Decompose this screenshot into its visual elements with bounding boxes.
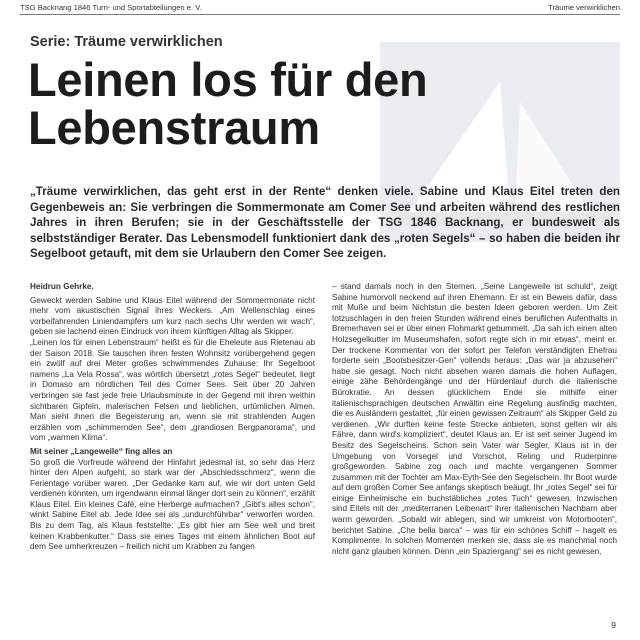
headline	[28, 53, 588, 154]
headline-line-2: Lebenstraum	[28, 101, 320, 154]
article-column-right	[332, 282, 617, 557]
series-label: Serie: Träume verwirklichen	[30, 34, 223, 50]
running-header	[20, 2, 620, 15]
header-organization: TSG Backnang 1846 Turn- und Sportabteilungen e. V.	[20, 3, 202, 12]
body-paragraph: „Leinen los für einen Lebenstraum“ heißt es für die Eheleute aus Rietenau ab der Saison 2018. Sie tauschen ihren festen Wohnsitz vorübergehend gegen ein zwölf auf drei Meter großes schwimmendes Zuhause: Ihr Segelboot namens „La Vela Rossa“, was wörtlich übersetzt „rotes Segel“ bedeutet, liegt in Domaso am nördlichen Teil des Comer Sees. Seit über 20 Jahren verbringen sie fast jede freie Urlaubsminute in der Gegend mit ihren weithin sichtbaren Gipfeln, malerischen Felsen und lieblichen, urtümlichen Almen. Man sieht ihnen die Begeisterung an, wenn sie mit strahlenden Augen erzählen vom „schimmernden See“, dem „grandiosen Bergpanorama“, und vom „warmen Klima“.	[30, 337, 315, 443]
body-paragraph: So groß die Vorfreude während der Hinfahrt jedesmal ist, so sehr das Herz hinter den Alpen aufgeht, so stark war der „Abschiedsschmerz“, wenn die Ferientage vorüber waren. „Der Gedanke kam auf, wie wir dort unten Geld verdienen könnten, um irgendwann einmal länger dort sein zu können“, erzählt Klaus Eitel. Ein kleines Café, eine Herberge aufmachen? „Gibt's alles schon“, winkt Sabine Eitel ab. Jede Idee sei als „undurchführbar“ verworfen worden. Bis zu dem Tag, als Klaus feststellte: „Es gibt hier am See weit und breit keinen Krabbenkutter.“ Dass sie eines Tages mit einem ähnlichen Boot auf dem See umherkreuzen – freilich nicht um Krabben zu fangen	[30, 457, 315, 552]
body-paragraph: – stand damals noch in den Sternen. „Seine Langeweile ist schuld“, zeigt Sabine humorvoll neckend auf ihren Ehemann. Er ist ein Beweis dafür, dass mit Muße und beim Nichtstun die besten Ideen geboren werden. Um Zeit totzuschlagen in den freien Stunden während eines beruflichen Aufenthalts in Bremerhaven sei er über einen Flohmarkt gebummelt. „Da sah ich einen alten Holzsegelkutter im Museumshafen, sofort regte sich in mir etwas“, meint er. Der trockene Kommentar von der sofort per Telefon verständigten Ehefrau forderte sein „Bootsbesitzer-Gen“ vollends heraus: „Das war ja abzusehen“ habe sie gesagt. Noch nicht absehen waren damals die hohen Auflagen, einige zähe Behördengänge und der Hürdenlauf durch die italienische Bürokratie. An dessen glücklichem Ende sie mithilfe einer italienischsprachigen deutschen Anwältin eine Regelung ausfindig machten, die es Ausländern gestattet, „für einen gewissen Zeitraum“ als Skipper Geld zu verdienen. „Wir durften keine feste Strecke anbieten, sonst gelten wir als Fähre, dann wird's kompliziert“, deutet Klaus an. Er ist seit seiner Jugend im Besitz des Segelscheins. Schon sein Vater war Segler, Klaus ist in der Umgebung von Vorsegel und Vorschot, Reling und Ruderpinne großgeworden. Sabine zog nach und machte vergangenen Sommer zusammen mit der Tochter am Max-Eyth-See den Segelschein. Ihr Boot wurde auf dem großen Comer See anfangs skeptisch beäugt. Ihr „rotes Segel“ sei für einige Einheimische ein buchstäbliches „rotes Tuch“ gewesen. Inzwischen sind Eitels mit der „mediterranen Leibenart“ ihrer italienischen Nachbarn aber warm geworden. „Sobald wir ablegen, sind wir umkreist von Motorbooten“, berichtet Sabine. „Che bella barca“ – was für ein schönes Schiff – hagelt es Komplimente. In solchen Momenten merken sie, dass sie es manchmal noch nicht ganz glauben können. Denn „ein Spaziergang“ sei es nicht gewesen,	[332, 282, 617, 556]
article-column-left	[30, 282, 315, 553]
headline-line-1: Leinen los für den	[28, 53, 428, 106]
body-paragraph: Geweckt werden Sabine und Klaus Eitel während der Sommermonate nicht mehr vom akustischen Signal ihres Weckers. „Am Wellenschlag eines vorbeifahrenden Liniendampfers um kurz nach sechs Uhr werden wir wach“, geben sie lachend einen Eindruck von ihrem künftigen Alltag als Skipper.	[30, 295, 315, 337]
page-number: 9	[611, 620, 616, 630]
article-subheading: Mit seiner „Langeweile“ fing alles an	[30, 446, 173, 456]
author-byline: Heidrun Gehrke.	[30, 282, 94, 291]
lead-paragraph: „Träume verwirklichen, das geht erst in der Rente“ denken viele. Sabine und Klaus Eitel treten den Gegenbeweis an: Sie verbringen die Sommermonate am Comer See und arbeiten während des restlichen Jahres in ihren Berufen; sie in der Geschäftsstelle der TSG 1846 Backnang, er bundesweit als selbstständiger Berater. Das Lebensmodell funktioniert dank des „roten Segels“ – so haben die beiden ihr Segelboot getauft, mit dem sie Urlaubern den Comer See zeigen.	[30, 185, 620, 260]
header-section: Träume verwirklichen	[548, 3, 620, 12]
